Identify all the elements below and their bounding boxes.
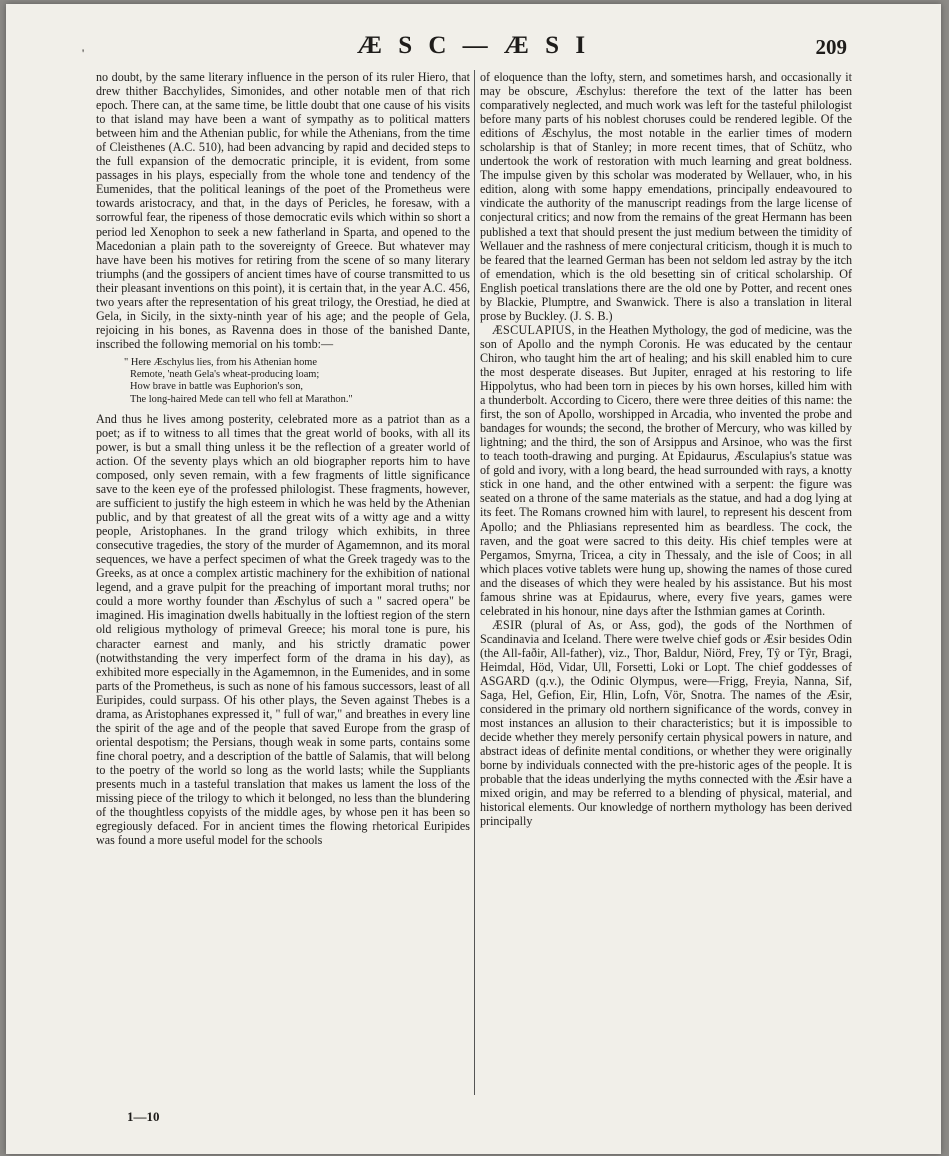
- entry-aesculapius: [480, 323, 852, 618]
- right-column: [480, 70, 852, 829]
- running-head: Æ S C — Æ S I: [356, 32, 591, 59]
- paragraph-aeschylus-editions: of eloquence than the lofty, stern, and sometimes harsh, and occasionally it may be obscure, Æschylus: therefore the text of the latter has been comparatively neglected, and much work was left for the tasteful philologist before many parts of his noblest choruses could be rendered legible. Of the editions of Æschylus, the most notable in the earlier times of modern scholarship is that of Stanley; in more recent times, that of Schütz, who undertook the work of restoration with much learning and great boldness. The impulse given by this scholar was moderated by Wellauer, who, in his edition, along with some happy emendations, principally endeavoured to vindicate the authority of the manuscript readings from the large license of conjectural critics; and now from the remains of the great Hermann has been published a text that should present the just medium between the timidity of Wellauer and the rashness of mere conjectural criticism, though it is much to be feared that the learned German has been not seldom led astray by the itch of emendation, which is the old besetting sin of critical scholarship. Of English poetical translations there are the old one by Potter, and recent ones by Blackie, Plumptre, and Swanwick. There is also a translation in literal prose by Buckley. (J. S. B.): [480, 70, 852, 323]
- book-page: [6, 4, 941, 1154]
- paragraph-aeschylus-legacy: And thus he lives among posterity, celebrated more as a patriot than as a poet; as if to witness to all times that the great world of books, with all its power, is but a small thing unless it be the reflection of a greater world of action. Of the seventy plays which an old biographer reports him to have composed, only seven remain, with a few fragments of little significance save to the keen eye of the professed philologist. These fragments, however, are sufficient to justify the high esteem in which he was held by the Athenian public, and by that greatest of all the great wits of a witty age and a witty people, Aristophanes. In the grand trilogy which exhibits, in three consecutive tragedies, the story of the murder of Agamemnon, and its moral sequences, we have a perfect specimen of what the Greek tragedy was to the Greeks, as at once a complex artistic machinery for the exhibition of national legend, and a grave pulpit for the preaching of important moral truths; nor could a more worthy founder than Æschylus of such a " sacred opera" be imagined. His imagination dwells habitually in the loftiest region of the stern old religious mythology of primeval Greece; his moral tone is pure, his character earnest and manly, and his strictly dramatic power (notwithstanding the very imperfect form of the drama in his day), as exhibited more especially in the Agamemnon, in the Eumenides, and in some parts of the Prometheus, is such as none of his famous successors, least of all Euripides, could surpass. Of his other plays, the Seven against Thebes is a drama, as Aristophanes expressed it, " full of war," and breathes in every line the spirit of the age and of the people that saved Europe from the grasp of oriental despotism; the Persians, though weak in some parts, contains some fine choral poetry, and a description of the battle of Salamis, that will belong to the poetry of the world so long as the world lasts; while the Suppliants presents much in a tasteful translation that makes us lament the loss of the missing piece of the trilogy to which it belonged, no less than the blundering of the thoughtless copyists of the middle ages, by whose pen it has been so egregiously defaced. For in ancient times the flowing rhetorical Euripides was found a more useful model for the schools: [96, 411, 470, 848]
- left-column: [96, 70, 470, 847]
- verse-line-3: How brave in battle was Euphorion's son,: [130, 381, 303, 393]
- entry-aesir: [480, 618, 852, 829]
- tomb-epitaph-verse: [124, 357, 470, 406]
- verse-line-4: The long-haired Mede can tell who fell at Marathon.": [130, 393, 353, 405]
- entry-heading-aesir: ÆSIR: [492, 617, 523, 632]
- entry-heading-aesculapius: ÆSCULAPIUS: [492, 322, 572, 337]
- verse-line-1: " Here Æschylus lies, from his Athenian home: [124, 356, 317, 368]
- entry-body-aesir: (plural of As, or Ass, god), the gods of the Northmen of Scandinavia and Iceland. There were twelve chief gods or Æsir besides Odin (the All-faðir, All-father), viz., Thor, Baldur, Niörd, Frey, Tŷ or Tŷr, Bragi, Heimdal, Höd, Vidar, Ull, Forsetti, Loki or Lopt. The chief goddesses of ASGARD (q.v.), the Odinic Olympus, were—Frigg, Freyia, Nanna, Sif, Saga, Hel, Gefion, Eir, Hlin, Lofn, Vör, Snotra. The names of the Æsir, considered in the primary old northern significance of the words, convey in most instances an allusion to their characteristics; but it is impossible to decide whether they merely personify certain physical powers in nature, and abstract ideas of definite mental conditions, or whether they were originally borne by individuals connected with the pre-historic ages of the people. It is probable that the ideas underlying the myths connected with the Æsir have a mixed origin, and may be referred to a blending of physical, material, and historical elements. Our knowledge of northern mythology has been derived principally: [480, 617, 852, 829]
- printer-signature: 1—10: [127, 1109, 160, 1124]
- page-mark: ': [82, 46, 85, 60]
- verse-line-2: Remote, 'neath Gela's wheat-producing loam;: [130, 369, 320, 381]
- page-number: 209: [815, 35, 847, 59]
- paragraph-aeschylus-continued: no doubt, by the same literary influence in the person of its ruler Hiero, that drew thither Bacchylides, Simonides, and other notable men of that rich epoch. There can, at the same time, be little doubt that one cause of his visits to that island may have been a want of sympathy as to political matters between him and the Athenian public, for while the Athenians, from the time of Cleisthenes (A.C. 510), had been advancing by rapid and decided steps to the full expansion of the democratic principle, it is evident, from some passages in his plays, especially from the whole tone and tendency of the Eumenides, that the political leanings of the poet of the Prometheus were towards aristocracy, and that, in the days of Pericles, he foresaw, with a sorrowful fear, the ripeness of those democratic evils which within so short a period led Xenophon to seek a new fatherland in Sparta, and opened to the Macedonian a plain path to the sovereignty of Greece. But whatever may have have been his motives for retiring from the scene of so many literary triumphs (and the gossipers of ancient times have of course transmitted to us their pleasant inventions on this point), it is certain that, in the year A.C. 456, two years after the representation of his great trilogy, the Orestiad, he died at Gela, in Sicily, in the sixty-ninth year of his age; and the people of Gela, rejoicing in his bones, as Ravenna does in those of the banished Dante, inscribed the following memorial on his tomb:—: [96, 70, 470, 351]
- column-divider: [474, 70, 475, 1095]
- entry-body-aesculapius: , in the Heathen Mythology, the god of medicine, was the son of Apollo and the nymph Coronis. He was educated by the centaur Chiron, who taught him the art of healing; and his skill enabled him to cure the most desperate diseases. But Jupiter, enraged at his restoring to life Hippolytus, who had been torn in pieces by his own horses, killed him with a thunderbolt. According to Cicero, there were three deities of this name: the first, the son of Apollo, worshipped in Arcadia, who invented the probe and bandages for wounds; the second, the brother of Mercury, who was killed by lightning; and the third, the son of Arsippus and Arsinoe, who was the first to teach tooth-drawing and purging. At Epidaurus, Æsculapius's statue was of gold and ivory, with a long beard, the head surrounded with rays, a knotty stick in one hand, and the other entwined with a serpent: the figure was seated on a throne of the same materials as the statue, and had a dog lying at its feet. The Romans crowned him with laurel, to represent his descent from Apollo; and the Phliasians represented him as beardless. The cock, the raven, and the goat were sacred to this deity. His chief temples were at Pergamos, Smyrna, Tricea, a city in Thessaly, and the isle of Coos; in all which places votive tablets were hung up, showing the names of those cured and the diseases of which they were healed by his assistance. But his most famous shrine was at Epidaurus, where, every five years, games were celebrated in his honour, nine days after the Isthmian games at Corinth.: [480, 322, 852, 618]
